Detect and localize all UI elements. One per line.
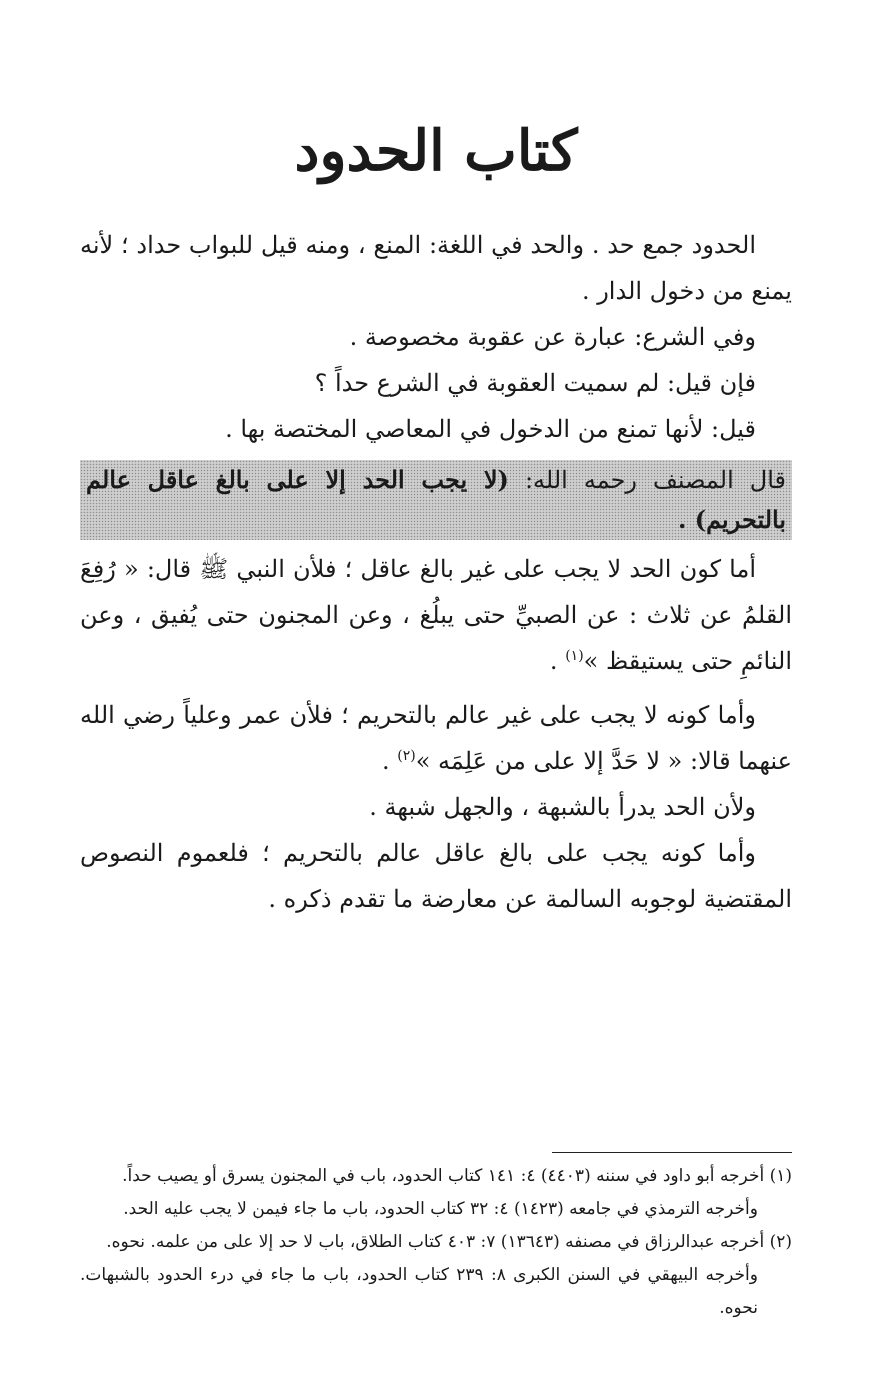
author-intro: قال المصنف رحمه الله:: [524, 466, 786, 494]
paragraph-baligh-aqil-text: أما كون الحد لا يجب على غير بالغ عاقل ؛ فلأن النبي ﷺ قال: « رُفِعَ القلمُ عن ثلاث : عن الصبيِّ حتى يبلُغ ، وعن المجنون حتى يُفيق ، وعن النائمِ حتى يستيقظ »: [80, 555, 792, 675]
main-text: [80, 222, 792, 922]
footnote-1-continuation: وأخرجه الترمذي في جامعه (١٤٢٣) ٤: ٣٢ كتاب الحدود، باب ما جاء فيمن لا يجب عليه الحد.: [123, 1199, 758, 1219]
paragraph-end-mark: .: [381, 747, 398, 775]
paragraph-end-mark: .: [549, 647, 566, 675]
paragraph-shubha: ولأن الحد يدرأ بالشبهة ، والجهل شبهة .: [369, 793, 756, 821]
paragraph-wujub: وأما كونه يجب على بالغ عاقل عالم بالتحريم ؛ فلعموم النصوص المقتضية لوجوبه السالمة عن معارضة ما تقدم ذكره .: [80, 839, 792, 913]
footnote-1: (١) أخرجه أبو داود في سننه (٤٤٠٣) ٤: ١٤١ كتاب الحدود، باب في المجنون يسرق أو يصيب حداً.: [122, 1166, 792, 1186]
paragraph-answer: قيل: لأنها تمنع من الدخول في المعاصي المختصة بها .: [225, 415, 756, 443]
paragraph-definition: الحدود جمع حد . والحد في اللغة: المنع ، ومنه قيل للبواب حداد ؛ لأنه يمنع من دخول الدار .: [80, 231, 792, 305]
author-statement: [80, 460, 792, 540]
author-matn: (لا يجب الحد إلا على بالغ عاقل عالم بالتحريم) .: [86, 465, 786, 534]
paragraph-alim: [80, 692, 792, 784]
chapter-title: كتاب الحدود: [294, 118, 578, 184]
paragraph-question: فإن قيل: لم سميت العقوبة في الشرع حداً ؟: [314, 369, 756, 397]
footnote-separator: [552, 1152, 792, 1153]
book-page: [80, 0, 792, 1379]
footnotes: [80, 1160, 792, 1325]
footnote-2-continuation: وأخرجه البيهقي في السنن الكبرى ٨: ٢٣٩ كتاب الحدود، باب ما جاء في درء الحدود بالشبهات. نحوه.: [80, 1265, 758, 1318]
paragraph-baligh-aqil: [80, 546, 792, 684]
footnote-ref-2: (٢): [397, 748, 416, 764]
paragraph-alim-text: وأما كونه لا يجب على غير عالم بالتحريم ؛ فلأن عمر وعلياً رضي الله عنهما قالا: « لا حَدَّ إلا على من عَلِمَه »: [80, 701, 792, 775]
footnote-2: (٢) أخرجه عبدالرزاق في مصنفه (١٣٦٤٣) ٧: ٤٠٣ كتاب الطلاق، باب لا حد إلا على من علمه. نحوه.: [106, 1232, 792, 1252]
paragraph-shari-definition: وفي الشرع: عبارة عن عقوبة مخصوصة .: [349, 323, 756, 351]
footnote-ref-1: (١): [565, 648, 584, 664]
